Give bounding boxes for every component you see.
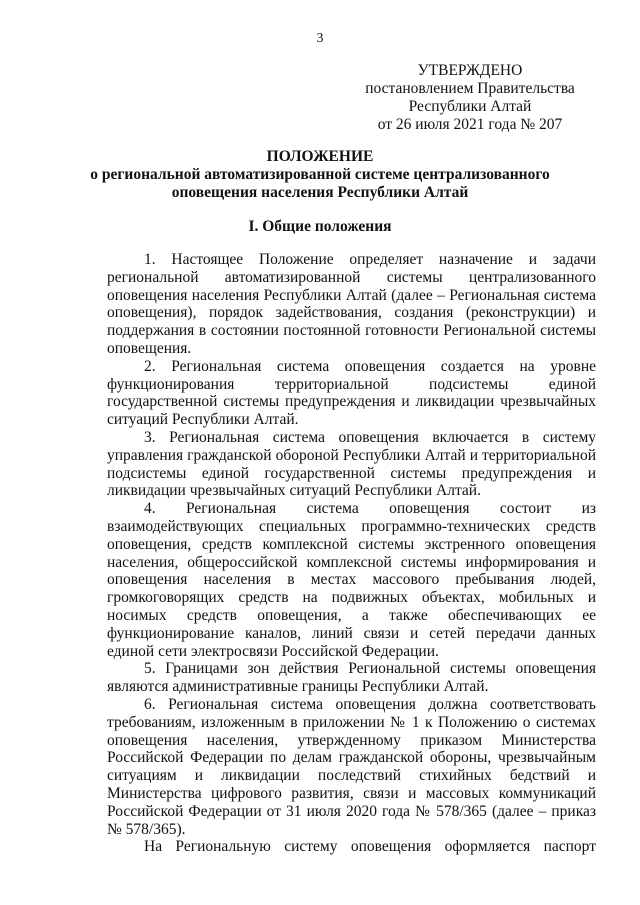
title-line-1: ПОЛОЖЕНИЕ	[266, 148, 374, 165]
approval-line-approved: УТВЕРЖДЕНО	[417, 62, 523, 79]
paragraph-1: 1. Настоящее Положение определяет назначение и задачи региональной автоматизированной системы централизованного оповещения населения Республики Алтай (далее – Региональная система оповещения), порядок задействования, создания (реконструкции) и поддержания в состоянии постоянной готовности Региональной системы оповещения.	[107, 251, 596, 357]
body-text	[107, 251, 596, 856]
approval-line-republic: Республики Алтай	[408, 98, 532, 115]
title-line-3: оповещения населения Республики Алтай	[171, 184, 469, 201]
paragraph-7: На Региональную систему оповещения оформляется паспорт	[144, 838, 596, 856]
approval-line-date: от 26 июля 2021 года № 207	[377, 116, 563, 133]
approval-stamp	[340, 62, 600, 134]
approval-line-resolution: постановлением Правительства	[365, 80, 575, 97]
paragraph-2: 2. Региональная система оповещения создается на уровне функционирования территориальной подсистемы единой государственной системы предупреждения и ликвидации чрезвычайных ситуаций Республики Алтай.	[107, 357, 596, 429]
page-number: 3	[316, 31, 324, 46]
section-heading: I. Общие положения	[248, 218, 392, 235]
paragraph-5: 5. Границами зон действия Региональной системы оповещения являются административные границы Республики Алтай.	[107, 660, 596, 696]
title-line-2: о региональной автоматизированной системе централизованного	[90, 166, 550, 183]
paragraph-6: 6. Региональная система оповещения должна соответствовать требованиям, изложенным в приложении № 1 к Положению о системах оповещения населения, утвержденному приказом Министерства Российской Федерации по делам гражданской обороны, чрезвычайным ситуациям и ликвидации последствий стихийных бедствий и Министерства цифрового развития, связи и массовых коммуникаций Российской Федерации от 31 июля 2020 года № 578/365 (далее – приказ № 578/365).	[107, 695, 596, 838]
paragraph-4: 4. Региональная система оповещения состоит из взаимодействующих специальных программно-технических средств оповещения, средств комплексной системы экстренного оповещения населения, общероссийской комплексной системы информирования и оповещения населения в местах массового пребывания людей, громкоговорящих средств на подвижных объектах, мобильных и носимых средств оповещения, а также обеспечивающих ее функционирование каналов, линий связи и сетей передачи данных единой сети электросвязи Российской Федерации.	[107, 500, 596, 660]
document-title	[0, 148, 640, 202]
paragraph-3: 3. Региональная система оповещения включается в систему управления гражданской обороной Республики Алтай и территориальной подсистемы единой государственной системы предупреждения и ликвидации чрезвычайных ситуаций Республики Алтай.	[107, 428, 596, 500]
